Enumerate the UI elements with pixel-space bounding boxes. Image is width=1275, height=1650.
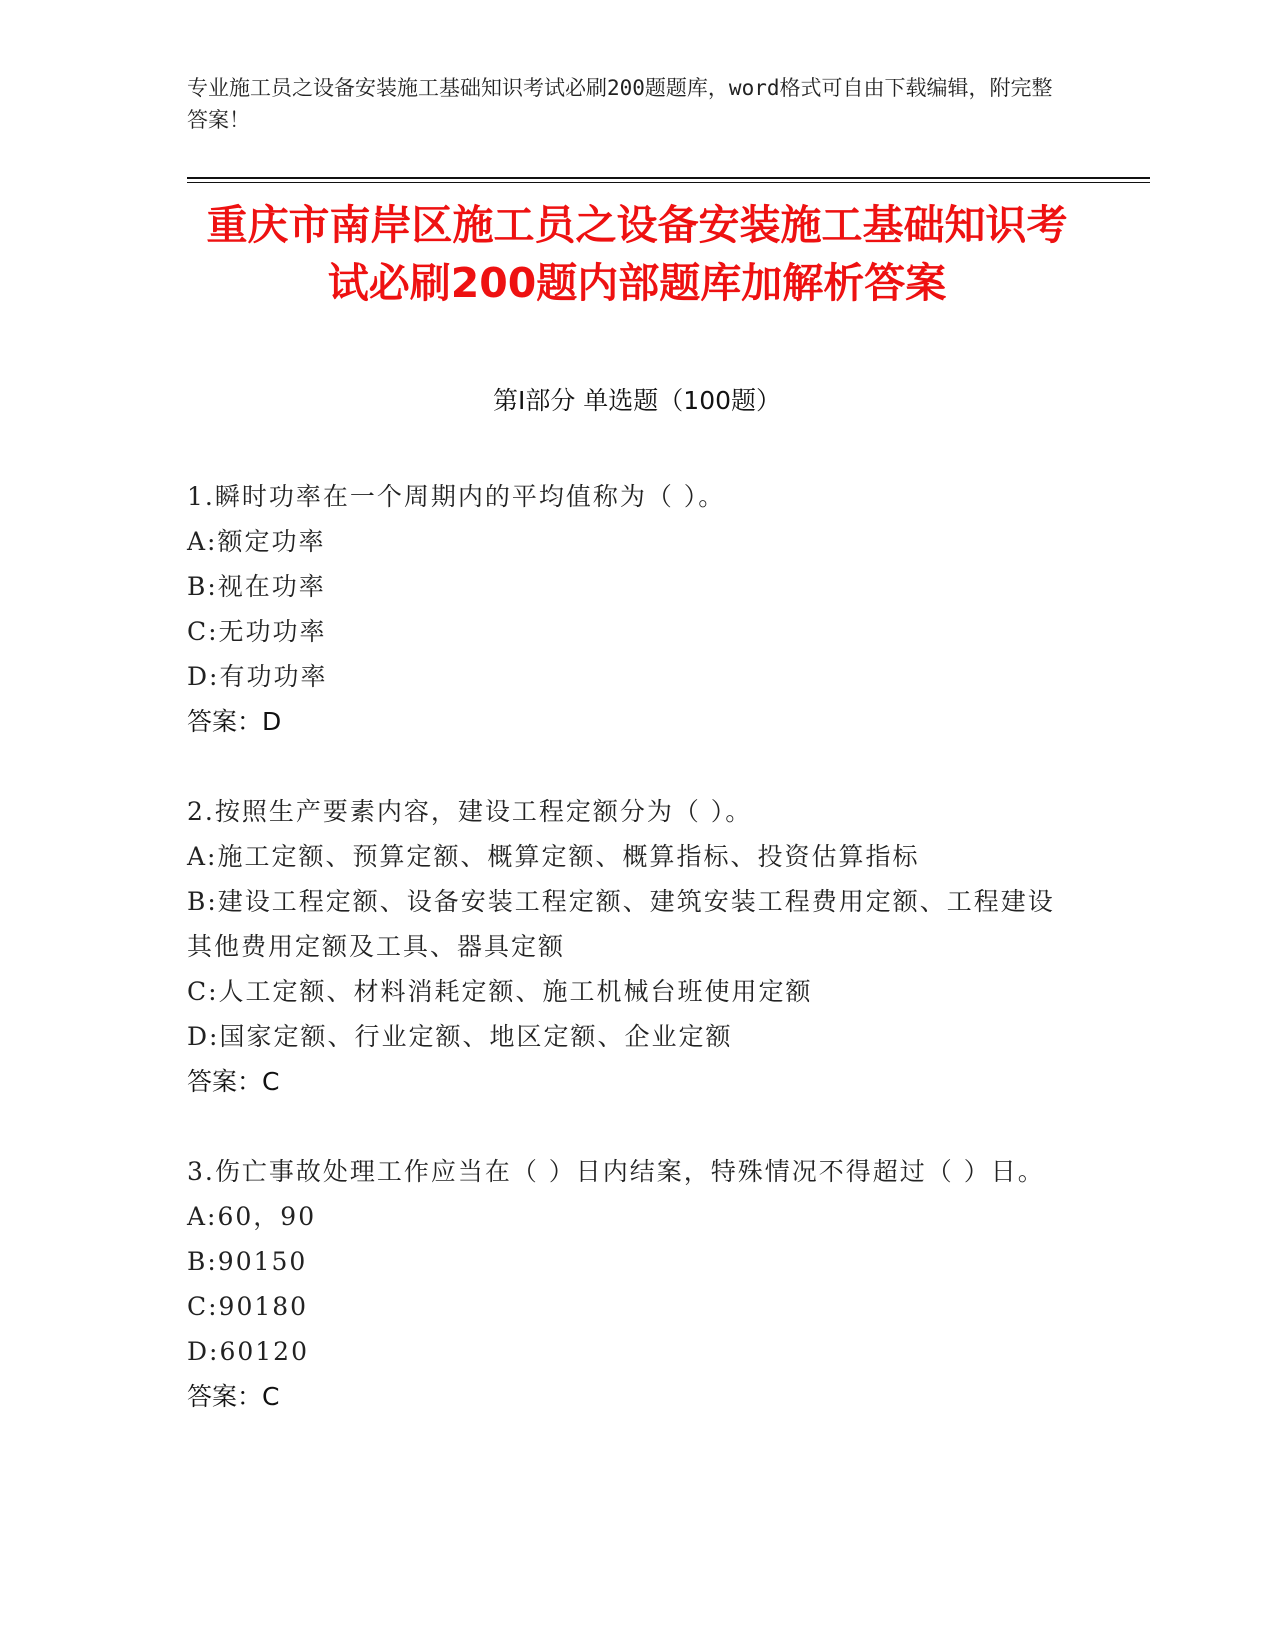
section-heading: 第Ⅰ部分 单选题（100题） [492, 386, 782, 415]
option-a: A:额定功率 [187, 527, 326, 556]
option-c: C:无功功率 [187, 617, 327, 646]
header-divider-thin [187, 182, 1150, 183]
answer-line: 答案：D [187, 707, 282, 736]
header-divider [187, 177, 1150, 179]
option-d: D:有功功率 [187, 662, 328, 691]
answer-line: 答案：C [187, 1382, 280, 1411]
question-list [187, 474, 1067, 1464]
question-stem: 1.瞬时功率在一个周期内的平均值称为（ ）。 [187, 482, 726, 511]
question-2 [187, 789, 1067, 1104]
option-a: A:施工定额、预算定额、概算定额、概算指标、投资估算指标 [187, 842, 920, 871]
option-b: B:建设工程定额、设备安装工程定额、建筑安装工程费用定额、工程建设其他费用定额及工具、器具定额 [187, 887, 1055, 961]
option-a: A:60，90 [187, 1202, 317, 1231]
question-stem: 2.按照生产要素内容，建设工程定额分为（ ）。 [187, 797, 753, 826]
header-note: 专业施工员之设备安装施工基础知识考试必刷200题题库，word格式可自由下载编辑，附完整答案！ [187, 76, 1053, 132]
question-1 [187, 474, 1067, 744]
option-c: C:人工定额、材料消耗定额、施工机械台班使用定额 [187, 977, 813, 1006]
document-title: 重庆市南岸区施工员之设备安装施工基础知识考试必刷200题内部题库加解析答案 [206, 201, 1068, 307]
option-d: D:国家定额、行业定额、地区定额、企业定额 [187, 1022, 733, 1051]
question-3 [187, 1149, 1067, 1419]
option-b: B:视在功率 [187, 572, 326, 601]
option-d: D:60120 [187, 1337, 309, 1366]
question-stem: 3.伤亡事故处理工作应当在（ ）日内结案，特殊情况不得超过（ ）日。 [187, 1157, 1045, 1186]
option-c: C:90180 [187, 1292, 309, 1321]
option-b: B:90150 [187, 1247, 308, 1276]
answer-line: 答案：C [187, 1067, 280, 1096]
